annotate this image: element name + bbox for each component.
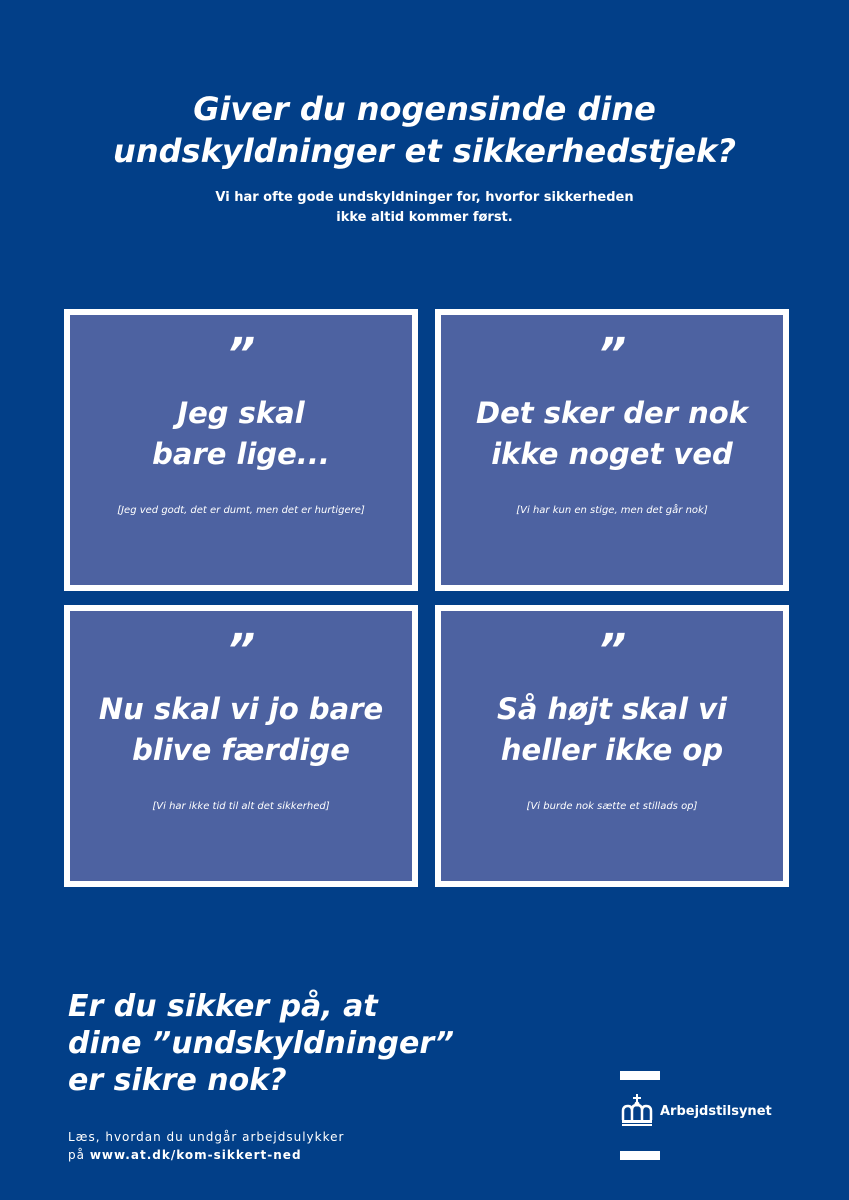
quote-icon: ” (226, 329, 256, 380)
closing-line: Er du sikker på, at (68, 989, 378, 1024)
logo-text: Arbejdstilsynet (660, 1103, 772, 1119)
excuse-line: bare lige... (152, 437, 330, 471)
excuse-text (441, 393, 783, 475)
page-title (0, 88, 849, 172)
excuse-card (64, 309, 418, 591)
excuse-text (70, 689, 412, 771)
excuse-text (70, 393, 412, 475)
closing-line: er sikre nok? (68, 1063, 287, 1098)
quote-icon: ” (597, 625, 627, 676)
footer-prefix: på (68, 1148, 85, 1162)
excuse-line: Jeg skal (177, 396, 305, 430)
title-line: undskyldninger et sikkerhedstjek? (113, 132, 736, 170)
footer-link[interactable]: www.at.dk/kom-sikkert-ned (89, 1148, 302, 1162)
excuse-note: [Vi har kun en stige, men det går nok] (516, 505, 708, 516)
subtitle-line: Vi har ofte gode undskyldninger for, hvorfor sikkerheden (215, 190, 634, 205)
excuse-card (435, 309, 789, 591)
excuse-line: Så højt skal vi (496, 692, 728, 726)
excuse-line: Nu skal vi jo bare (98, 692, 384, 726)
logo (620, 1094, 772, 1128)
excuse-note: [Vi har ikke tid til alt det sikkerhed] (152, 801, 330, 812)
crown-icon (620, 1094, 654, 1128)
footer (68, 1128, 344, 1164)
title-line: Giver du nogensinde dine (193, 90, 656, 128)
subtitle (0, 188, 849, 228)
closing-line: dine ”undskyldninger” (68, 1026, 455, 1061)
excuse-line: heller ikke op (500, 733, 724, 767)
excuse-card (64, 605, 418, 887)
excuse-line: Det sker der nok (476, 396, 748, 430)
closing-question (68, 988, 454, 1099)
excuse-note: [Jeg ved godt, det er dumt, men det er hurtigere] (117, 505, 365, 516)
excuse-line: blive færdige (132, 733, 350, 767)
logo-bar (620, 1151, 660, 1160)
excuse-text (441, 689, 783, 771)
excuse-card (435, 605, 789, 887)
excuse-line: ikke noget ved (491, 437, 733, 471)
quote-icon: ” (226, 625, 256, 676)
excuse-note: [Vi burde nok sætte et stillads op] (526, 801, 698, 812)
quote-icon: ” (597, 329, 627, 380)
footer-text: Læs, hvordan du undgår arbejdsulykker (68, 1130, 345, 1144)
logo-bar (620, 1071, 660, 1080)
subtitle-line: ikke altid kommer først. (336, 210, 513, 225)
